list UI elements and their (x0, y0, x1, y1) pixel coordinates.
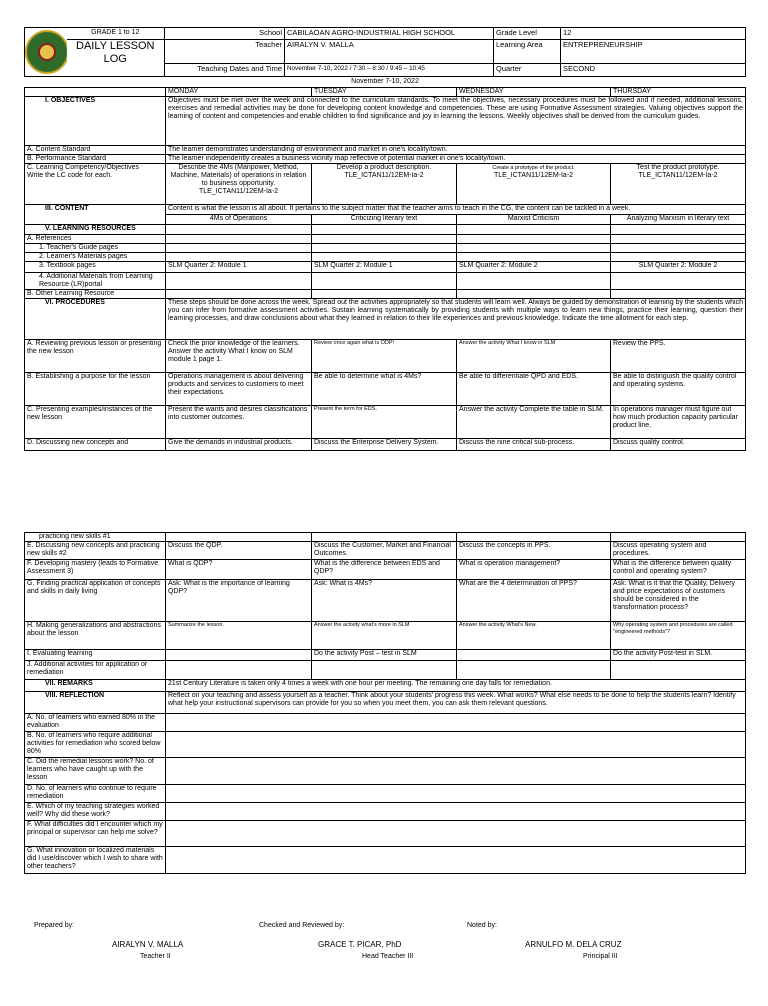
week-label: November 7-10, 2022 (351, 78, 419, 85)
competency-label (25, 163, 166, 204)
proc-a-label: A. Reviewing previous lesson or presenting the new lesson (25, 339, 166, 372)
proc-d-thu: Discuss quality control. (611, 438, 746, 450)
day-thursday: THURSDAY (611, 87, 746, 96)
noter-title: Principal III (583, 953, 618, 960)
day-monday: MONDAY (166, 87, 312, 96)
proc-b-wed: Be able to differentiate QPD and EDS. (457, 372, 611, 405)
proc-d-tue: Discuss the Enterprise Delivery System. (312, 438, 457, 450)
proc-f-tue: What is the difference between EDS and QDP? (312, 560, 457, 580)
reflection-f: F. What difficulties did I encounter which my principal or supervisor can help me solve? (25, 821, 166, 847)
objectives-text: Objectives must be met over the week and connected to the curriculum standards. To meet the objectives, necessary procedures must be followed and if needed, additional lessons, exercises and remedial activities may be done for developing content knowledge and competencies. These are using Formative Assessment strategies. Valuing objectives support the learning of content and competencies and enable children to find significance and joy in learning the lessons. Weekly objectives shall be derived from the curriculum guides. (166, 96, 746, 145)
prepared-by-label: Prepared by: (34, 922, 75, 929)
proc-g-thu: Ask: What is it that the Quality, Delivery and price expectations of customers should be considered in the transformation process? (611, 580, 746, 622)
textbook-wed: SLM Quarter 2: Module 2 (457, 261, 611, 272)
reflection-e-answer[interactable] (166, 803, 746, 821)
proc-a-wed: Answer the activity What I know in SLM (457, 339, 611, 372)
proc-j-mon (166, 661, 312, 680)
lesson-table-1 (24, 78, 746, 451)
reflection-b-answer[interactable] (166, 732, 746, 758)
content-tue: Criticizing literary text (312, 214, 457, 224)
proc-e-label: E. Discussing new concepts and practicing new skills #2 (25, 542, 166, 560)
lm-pages-label: 2. Learner's Materials pages (25, 252, 166, 261)
proc-h-wed: Answer the activity What's New. (457, 622, 611, 650)
competency-sub: Write the LC code for each. (27, 171, 113, 179)
reflection-g: G. What innovation or localized materials did I use/discover which I wish to share with other teachers? (25, 847, 166, 874)
day-tuesday: TUESDAY (312, 87, 457, 96)
proc-i-wed (457, 650, 611, 661)
reflection-b: B. No. of learners who require additional activities for remediation who scored below 80% (25, 732, 166, 758)
proc-j-tue (312, 661, 457, 680)
reflection-g-answer[interactable] (166, 847, 746, 874)
content-thu: Analyzing Marxism in literary text (611, 214, 746, 224)
deped-seal (25, 28, 67, 77)
proc-j-label: J. Additional activities for application or remediation (25, 661, 166, 680)
competency-tue (312, 163, 457, 204)
reflection-c: C. Did the remedial lessons work? No. of learners who have caught up with the lesson (25, 758, 166, 785)
procedures-label: VI. PROCEDURES (25, 298, 166, 339)
proc-g-tue: Ask: What is 4Ms? (312, 580, 457, 622)
proc-g-label: G. Finding practical application of concepts and skills in daily living (25, 580, 166, 622)
proc-e-wed: Discuss the concepts in PPS. (457, 542, 611, 560)
competency-wed-line2: TLE_ICTAN11/12EM-Ia-2 (493, 171, 574, 179)
grade-level-label: Grade Level (494, 28, 561, 40)
proc-a-mon: Check the prior knowledge of the learners. Answer the activity What I know on SLM module 1 page 1. (166, 339, 312, 372)
day-wednesday: WEDNESDAY (457, 87, 611, 96)
proc-i-thu: Do the activity Post-test in SLM. (611, 650, 746, 661)
tg-pages-label: 1. Teacher's Guide pages (25, 243, 166, 252)
content-wed: Marxist Criticism (457, 214, 611, 224)
reviewer-name: GRACE T. PICAR, PhD (318, 940, 402, 949)
proc-j-wed (457, 661, 611, 680)
reflection-a: A. No. of learners who earned 80% in the evaluation (25, 714, 166, 732)
textbook-tue: SLM Quarter 2: Module 1 (312, 261, 457, 272)
textbook-mon: SLM Quarter 2: Module 1 (166, 261, 312, 272)
school-label: School (165, 28, 285, 40)
proc-i-mon (166, 650, 312, 661)
proc-b-tue: Be able to determine what is 4Ms? (312, 372, 457, 405)
learning-area-label: Learning Area (494, 40, 561, 64)
noted-by-label: Noted by: (467, 922, 497, 929)
proc-j-thu (611, 661, 746, 680)
proc-e-mon: Discuss the QDP. (166, 542, 312, 560)
competency-mon: Describe the 4Ms (Manpower, Method, Machine, Materials) of operations in relation to business opportunity. TLE_ICTAN11/12EM-Ia-2 (166, 163, 312, 204)
competency-title: C. Learning Competency/Objectives (27, 163, 140, 171)
competency-thu (611, 163, 746, 204)
competency-tue-line2: TLE_ICTAN11/12EM-Ia-2 (344, 171, 424, 179)
proc-d-wed: Discuss the nine critical sub-process. (457, 438, 611, 450)
content-label: III. CONTENT (25, 204, 166, 224)
other-resource-label: B. Other Learning Resource (25, 289, 166, 298)
grade-range: GRADE 1 to 12 (67, 28, 165, 40)
proc-c-wed: Answer the activity Complete the table in SLM. (457, 405, 611, 438)
reflection-f-answer[interactable] (166, 821, 746, 847)
school-value: CABILAOAN AGRO-INDUSTRIAL HIGH SCHOOL (285, 28, 494, 40)
noter-name: ARNULFO M. DELA CRUZ (525, 940, 622, 949)
reflection-label: VIII. REFLECTION (25, 692, 166, 714)
proc-f-wed: What is operation management? (457, 560, 611, 580)
content-mon: 4Ms of Operations (166, 214, 312, 224)
proc-c-mon: Present the wants and desires classifications into customer outcomes. (166, 405, 312, 438)
lesson-table-2 (24, 532, 746, 874)
proc-g-mon: Ask: What is the importance of learning QDP? (166, 580, 312, 622)
proc-d-label: D. Discussing new concepts and (25, 438, 166, 450)
reviewer-title: Head Teacher III (362, 953, 414, 960)
dates-value: November 7-10, 2022 / 7:30 – 8:30 / 9:45 – 10:45 (285, 63, 494, 77)
quarter-value: SECOND (561, 63, 746, 77)
proc-c-thu: In operations manager must figure out how much production capacity particular product line. (611, 405, 746, 438)
proc-f-label: F. Developing mastery (leads to Formative Assessment 3) (25, 560, 166, 580)
procedures-text: These steps should be done across the week. Spread out the activities appropriately so that students will learn well. Always be guided by demonstration of learning by the students which you can infer from formative assessment activities. Sustain learning systematically by providing students with multiple ways to learn new things, practice their learning, question their learning processes, and draw conclusions about what they learned in relation to their life experiences and previous knowledge. Indicate the time allotment for each step. (166, 298, 746, 339)
corner-cell (25, 87, 166, 96)
proc-i-tue: Do the activity Post – test in SLM (312, 650, 457, 661)
proc-h-mon: Summarize the lesson. (166, 622, 312, 650)
proc-i-label: I. Evaluating learning (25, 650, 166, 661)
teacher-label: Teacher (165, 40, 285, 64)
content-text: Content is what the lesson is all about. It pertains to the subject matter that the teacher aims to teach in the CG, the content can be tackled in a week. (166, 204, 746, 214)
competency-thu-line1: Test the product prototype. (636, 163, 720, 171)
doc-title: DAILY LESSON LOG (67, 40, 165, 77)
dates-label: Teaching Dates and Time (165, 63, 285, 77)
objectives-label: I. OBJECTIVES (25, 96, 166, 145)
proc-e-thu: Discuss operating system and procedures. (611, 542, 746, 560)
proc-b-thu: Be able to distinguish the quality control and operating systems. (611, 372, 746, 405)
textbook-pages-label: 3. Textbook pages (25, 261, 166, 272)
reflection-text: Reflect on your teaching and assess yourself as a teacher. Think about your students' progress this week. What works? What else needs to be done to help the students learn? Identify what help your instructional supervisors can provide for you so when you meet them, you can ask them relevant questions. (166, 692, 746, 714)
resources-label: V. LEARNING RESOURCES (25, 224, 166, 234)
reflection-c-answer[interactable] (166, 758, 746, 785)
remarks-text: 21st Century Literature is taken only 4 times a week with one hour per meeting. The remaining one day falls for remediation. (166, 680, 746, 692)
proc-e-tue: Discuss the Customer, Market and Financial Outcomes. (312, 542, 457, 560)
header-table (24, 27, 746, 77)
reflection-e: E. Which of my teaching strategies worked well? Why did these work? (25, 803, 166, 821)
competency-wed (457, 163, 611, 204)
grade-level-value: 12 (561, 28, 746, 40)
additional-materials-label: 4. Additional Materials from Learning Resource (LR)portal (25, 272, 166, 289)
performance-standard-text: The learner independently creates a business vicinity map reflective of potential market in one's locality/town. (166, 154, 746, 163)
remarks-label: VII. REMARKS (25, 680, 166, 692)
proc-c-label: C. Presenting examples/instances of the new lesson (25, 405, 166, 438)
lesson-log-page-1 (24, 27, 746, 451)
performance-standard-label: B. Performance Standard (25, 154, 166, 163)
content-standard-label: A. Content Standard (25, 145, 166, 154)
proc-b-label: B. Establishing a purpose for the lesson (25, 372, 166, 405)
proc-f-thu: What is the difference between quality control and operating system? (611, 560, 746, 580)
proc-h-label: H. Making generalizations and abstractions about the lesson (25, 622, 166, 650)
proc-a-tue: Review once again what is ODP! (312, 339, 457, 372)
competency-thu-line2: TLE_ICTAN11/12EM-Ia-2 (638, 171, 718, 179)
learning-area-value: ENTREPRENEURSHIP (561, 40, 746, 64)
seal-icon (25, 30, 67, 74)
proc-f-mon: What is QDP? (166, 560, 312, 580)
quarter-label: Quarter (494, 63, 561, 77)
references-label: A. References (25, 234, 166, 243)
competency-wed-line1: Create a prototype of the product. (492, 164, 575, 171)
reflection-d-answer[interactable] (166, 785, 746, 803)
reflection-d: D. No. of learners who continue to require remediation (25, 785, 166, 803)
checked-by-label: Checked and Reviewed by: (259, 922, 345, 929)
content-standard-text: The learner demonstrates understanding of environment and market in one's locality/town. (166, 145, 746, 154)
proc-b-mon: Operations management is about delivering products and services to customers to meet their expectations. (166, 372, 312, 405)
reflection-a-answer[interactable] (166, 714, 746, 732)
preparer-name: AIRALYN V. MALLA (112, 940, 184, 949)
lesson-log-page-2 (24, 532, 746, 874)
proc-h-thu: Why operating system and procedures are called "engineered methods"? (611, 622, 746, 650)
proc-a-thu: Review the PPS. (611, 339, 746, 372)
textbook-thu: SLM Quarter 2: Module 2 (611, 261, 746, 272)
proc-c-tue: Present the term for EDS. (312, 405, 457, 438)
teacher-value: AIRALYN V. MALLA (285, 40, 494, 64)
proc-g-wed: What are the 4 determination of PPS? (457, 580, 611, 622)
competency-tue-line1: Develop a product description. (336, 163, 432, 171)
proc-h-tue: Answer the activity what's more in SLM (312, 622, 457, 650)
proc-d-continued: practicing new skills #1 (25, 533, 166, 542)
preparer-title: Teacher II (140, 953, 171, 960)
proc-d-mon: Give the demands in industrial products. (166, 438, 312, 450)
